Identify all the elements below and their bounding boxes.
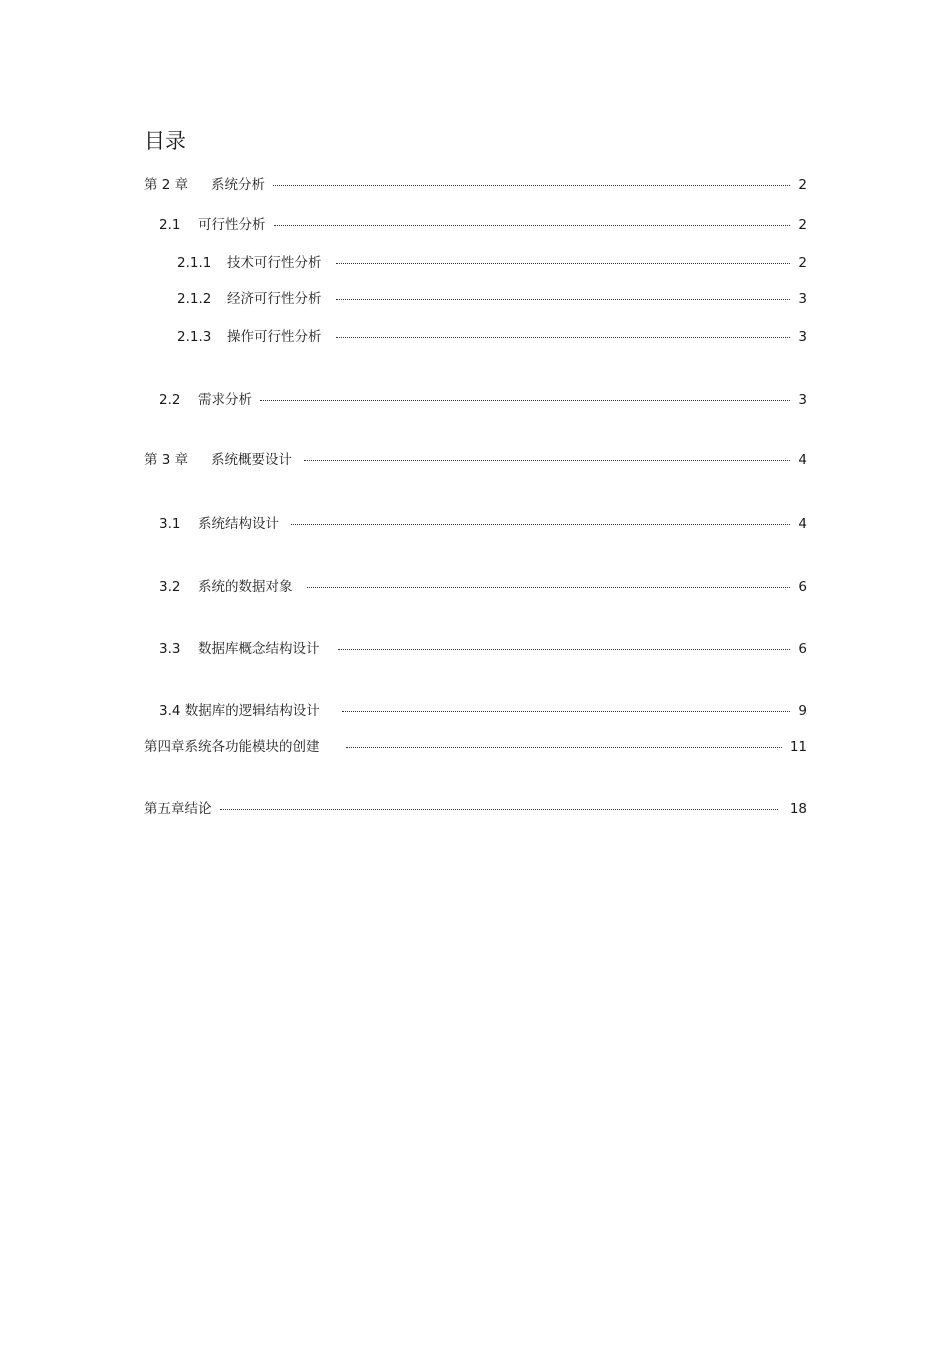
toc-entry-3-4[interactable] [159,702,807,720]
toc-entry-page: 3 [798,392,807,408]
toc-entry-2-1-1[interactable] [177,254,807,272]
toc-entry-text: 第五章结论 [144,801,212,817]
toc-dot-leader [304,460,790,461]
toc-entry-number: 3.2 [159,579,181,595]
toc-dot-leader [274,225,791,226]
toc-dot-leader [336,299,791,300]
toc-entry-text: 系统分析 [211,177,265,193]
toc-dot-leader [336,337,791,338]
toc-entry-number: 2.1.3 [177,329,212,345]
toc-entry-text: 系统的数据对象 [198,579,293,595]
toc-entry-number: 2.1 [159,217,181,233]
toc-dot-leader [220,809,778,810]
toc-entry-page: 11 [789,739,807,755]
toc-entry-2-1[interactable] [159,216,807,234]
toc-entry-3-2[interactable] [159,578,807,596]
toc-entry-3-1[interactable] [159,515,807,533]
toc-dot-leader [342,711,791,712]
toc-entry-text: 3.4 数据库的逻辑结构设计 [159,703,320,719]
toc-entry-chapter-4[interactable] [144,738,807,756]
toc-entry-number: 3.1 [159,516,181,532]
toc-dot-leader [346,747,782,748]
toc-dot-leader [307,587,791,588]
toc-entry-page: 4 [798,452,807,468]
toc-entry-chapter-5[interactable] [144,800,807,818]
toc-entry-2-1-3[interactable] [177,328,807,346]
toc-entry-number: 第 3 章 [144,452,189,468]
toc-entry-page: 2 [798,177,807,193]
toc-entry-number: 2.1.2 [177,291,212,307]
toc-entry-number: 2.1.1 [177,255,212,271]
toc-dot-leader [336,263,791,264]
toc-entry-text: 经济可行性分析 [227,291,322,307]
toc-entry-number: 2.2 [159,392,181,408]
toc-entry-page: 3 [798,329,807,345]
toc-entry-text: 系统概要设计 [211,452,292,468]
toc-entry-text: 需求分析 [198,392,252,408]
toc-entry-page: 18 [789,801,807,817]
toc-entry-number: 第 2 章 [144,177,189,193]
toc-dot-leader [260,400,790,401]
toc-entry-page: 2 [798,217,807,233]
toc-entry-page: 6 [798,641,807,657]
toc-entry-text: 操作可行性分析 [227,329,322,345]
toc-entry-page: 9 [798,703,807,719]
toc-dot-leader [291,524,790,525]
toc-entry-page: 2 [798,255,807,271]
toc-entry-chapter-2[interactable] [144,176,807,194]
toc-dot-leader [273,185,790,186]
toc-entry-text: 第四章系统各功能模块的创建 [144,739,320,755]
toc-entry-text: 可行性分析 [198,217,266,233]
toc-entry-page: 6 [798,579,807,595]
toc-entry-number: 3.3 [159,641,181,657]
toc-entry-3-3[interactable] [159,640,807,658]
toc-title: 目录 [144,129,186,153]
toc-entry-page: 3 [798,291,807,307]
toc-entry-text: 技术可行性分析 [227,255,322,271]
toc-entry-chapter-3[interactable] [144,451,807,469]
toc-entry-page: 4 [798,516,807,532]
toc-entry-2-2[interactable] [159,391,807,409]
toc-entry-2-1-2[interactable] [177,290,807,308]
toc-dot-leader [338,649,791,650]
toc-entry-text: 系统结构设计 [198,516,279,532]
toc-entry-text: 数据库概念结构设计 [198,641,320,657]
